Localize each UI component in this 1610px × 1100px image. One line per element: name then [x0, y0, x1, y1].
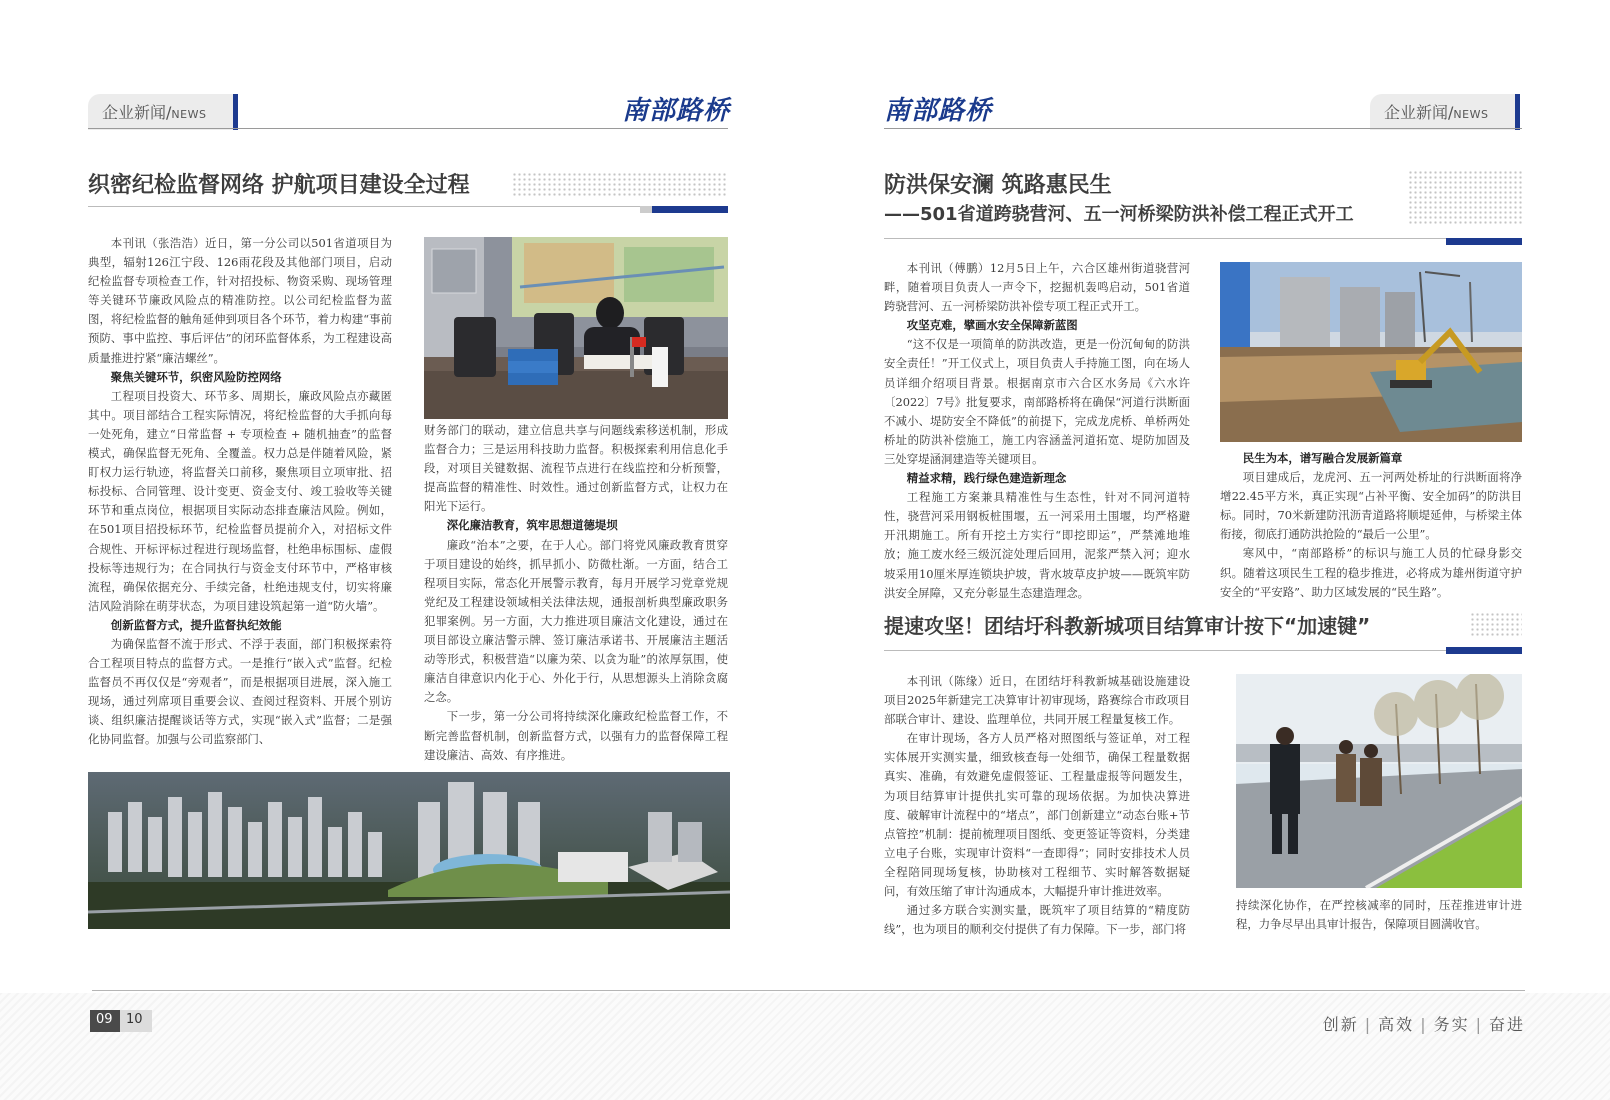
title-dot-pattern-left — [512, 172, 728, 196]
slogan-word: 务实 — [1433, 1015, 1470, 1034]
title-accent-bar-right — [1446, 238, 1522, 245]
right-article1-col2 — [1220, 449, 1522, 602]
section-tab-right — [1370, 94, 1520, 130]
section-label-cn: 企业新闻 — [1384, 103, 1449, 122]
header-rule-left — [88, 128, 728, 129]
right-article1-title: 防洪保安澜 筑路惠民生 — [884, 173, 1112, 198]
paragraph: 本刊讯（张浩浩）近日，第一分公司以501省道项目为典型，辐射126江宁段、126雨花段及其他部门项目，启动纪检监督专项检查工作，针对招投标、物资采购、现场管理等关键环节廉政风险点的精准防控。以公司纪检监督为蓝图，将纪检监督的触角延伸到项目各个环节，着力构建“事前预防、事中监控、事后评估”的闭环监督体系，为工程建设高质量推进拧紧“廉洁螺丝”。 — [88, 236, 392, 365]
paragraph: 本刊讯（陈缘）近日，在团结圩科教新城基础设施建设项目2025年新建完工决算审计初审现场，路赛综合市政项目部联合审计、建设、监理单位，共同开展工程量复核工作。 — [884, 674, 1190, 727]
right-article2-col2 — [1236, 896, 1522, 934]
office-photo-drawing — [424, 237, 728, 419]
paragraph: 通过多方联合实测实量，既筑牢了项目结算的“精度防线”，也为项目的顺利交付提供了有力保障。下一步，部门将 — [884, 903, 1190, 937]
excavator-construction-photo — [1220, 262, 1522, 442]
title-accent-bar-left — [652, 206, 728, 213]
title-rule-left — [88, 206, 728, 207]
paragraph: 本刊讯（傅鹏）12月5日上午，六合区雄州街道骁营河畔，随着项目负责人一声令下，挖掘机轰鸣启动，501省道跨骁营河、五一河桥梁防洪补偿专项工程正式开工。 — [884, 261, 1190, 314]
subheading: 创新监督方式，提升监督执纪效能 — [110, 617, 282, 632]
brand-logo-right: 南部路桥 — [884, 96, 993, 126]
slogan-word: 奋进 — [1488, 1015, 1525, 1034]
paragraph: 下一步，第一分公司将持续深化廉政纪检监督工作，不断完善监督机制，创新监督方式，以强有力的监督保障工程建设廉洁、高效、有序推进。 — [424, 709, 728, 762]
page-number-right: 10 — [120, 1010, 152, 1032]
paragraph: 工程项目投资大、环节多、周期长，廉政风险点亦藏匿其中。项目部结合工程实际情况，将纪检监督的大手抓向每一处死角，建立“日常监督 + 专项检查 + 随机抽查”的监督模式，确保监督无死角、全覆盖。权力总是伴随着风险，紧盯权力运行轨迹，将监督关口前移，聚焦项目立项审批、招标投标、合同管理、设计变更、资金支付、竣工验收等关键环节和重点岗位，根据项目实际动态排查廉洁风险。例如，在501项目招投标环节，纪检监督员提前介入，对招标文件合规性、开标评标过程进行现场监督，杜绝串标围标、虚假投标等违规行为；在合同执行与资金支付环节中，严格审核流程，确保依据充分、手续完备，杜绝违规支付，切实将廉洁风险消除在萌芽状态，为项目建设筑起第一道“防火墙”。 — [88, 388, 392, 613]
title-accent-bar-right2 — [1446, 647, 1522, 654]
subheading: 深化廉洁教育，筑牢思想道德堤坝 — [446, 518, 618, 533]
slogan-word: 创新 — [1322, 1015, 1359, 1034]
right-article2-col1 — [884, 672, 1190, 939]
audit-site-photo — [1236, 674, 1522, 888]
title-rule-right2 — [884, 650, 1522, 651]
title-dot-pattern-right — [1408, 170, 1522, 226]
subheading: 聚焦关键环节，织密风险防控网络 — [110, 369, 282, 384]
header-rule-right — [884, 128, 1522, 129]
title-rule-right — [884, 238, 1522, 239]
city-rendering-drawing — [88, 772, 730, 929]
slogan-separator: | — [1364, 1015, 1373, 1034]
subheading: 民生为本，谱写融合发展新篇章 — [1242, 451, 1403, 465]
brand-logo-left: 南部路桥 — [622, 96, 731, 126]
slogan-separator: | — [1475, 1015, 1483, 1034]
right-article2-title: 提速攻坚！团结圩科教新城项目结算审计按下“加速键” — [884, 614, 1371, 638]
footer-band — [0, 993, 1610, 1100]
footer-rule — [92, 990, 1525, 991]
paragraph: 持续深化协作，在严控核减率的同时，压茬推进审计进程，力争尽早出具审计报告，保障项目圆满收官。 — [1236, 898, 1522, 932]
excavator-photo-drawing — [1220, 262, 1522, 442]
slogan-word: 高效 — [1378, 1015, 1415, 1034]
slogan-separator: | — [1420, 1015, 1428, 1034]
paragraph: 在审计现场，各方人员严格对照图纸与签证单，对工程实体展开实测实量，细致核查每一处细节，确保工程量数据真实、准确，有效避免虚假签证、工程量虚报等问题发生，为项目结算审计提供扎实可靠的现场依据。为加快决算进度、破解审计流程中的“堵点”，部门创新建立“动态台账+节点管控”机制：提前梳理项目图纸、变更签证等资料，分类建立电子台账，实现审计资料“一查即得”；同时安排技术人员全程陪同现场复核，协助核对工程细节、实时解答数据疑问，有效压缩了审计沟通成本，大幅提升审计推进效率。 — [884, 731, 1190, 899]
subheading: 攻坚克难，擘画水安全保障新蓝图 — [906, 318, 1078, 333]
section-label-cn: 企业新闻 — [102, 103, 167, 122]
city-aerial-rendering — [88, 772, 730, 929]
left-article-col2 — [424, 421, 728, 765]
paragraph: 廉政“治本”之要，在于人心。部门将党风廉政教育贯穿于项目建设的始终，抓早抓小、防微杜渐。一方面，结合工程项目实际，常态化开展警示教育，每月开展学习党章党规党纪及工程建设领域相关法律法规，通报剖析典型廉政职务犯罪案例。另一方面，大力推进项目廉洁文化建设，通过在项目部设立廉洁警示牌、签订廉洁承诺书、开展廉洁主题活动等形式，积极营造“以廉为荣、以贪为耻”的浓厚氛围，使廉洁自律意识内化于心、外化于行，从思想源头上消除贪腐之念。 — [424, 537, 728, 705]
section-slash: / — [166, 103, 172, 122]
paragraph: 财务部门的联动，建立信息共享与问题线索移送机制，形成监督合力；三是运用科技助力监督。积极探索利用信息化手段，对项目关键数据、流程节点进行在线监控和分析预警，提高监督的精准性、时效性。通过创新监督方式，让权力在阳光下运行。 — [424, 423, 728, 514]
section-tab-left — [88, 94, 238, 130]
section-label-en: NEWS — [171, 108, 207, 121]
title-dot-pattern-right2 — [1470, 612, 1522, 636]
subheading: 精益求精，践行绿色建造新理念 — [906, 471, 1067, 486]
section-label-en: NEWS — [1453, 108, 1489, 121]
paragraph: 项目建成后，龙虎河、五一河两处桥址的行洪断面将净增22.45平方米，真正实现“占补平衡、安全加码”的防洪目标。同时，70米新建防汛沥青道路将顺堤延伸，与桥梁主体衔接，彻底打通防洪抢险的“最后一公里”。 — [1220, 470, 1522, 542]
paragraph: 为确保监督不流于形式、不浮于表面，部门积极探索符合工程项目特点的监督方式。一是推行“嵌入式”监督。纪检监督员不再仅仅是“旁观者”，而是根据项目进展，深入施工现场，通过列席项目重要会议、查阅过程资料、开展个别访谈、组织廉洁提醒谈话等方式，实现“嵌入式”监督；二是强化协同监督。加强与公司监察部门、 — [88, 636, 392, 747]
paragraph: 寒风中，“南部路桥”的标识与施工人员的忙碌身影交织。随着这项民生工程的稳步推进，必将成为雄州街道守护安全的“平安路”、助力区域发展的“民生路”。 — [1220, 546, 1522, 599]
section-slash: / — [1448, 103, 1454, 122]
left-article-col1 — [88, 234, 392, 750]
right-article1-subtitle: ——501省道跨骁营河、五一河桥梁防洪补偿工程正式开工 — [884, 204, 1354, 225]
office-photo — [424, 237, 728, 419]
audit-photo-drawing — [1236, 674, 1522, 888]
page-number-left: 09 — [90, 1010, 120, 1032]
paragraph: 工程施工方案兼具精准性与生态性，针对不同河道特性，骁营河采用钢板桩围堰，五一河采用土围堰，均严格避开汛期施工。所有开挖土方实行“即挖即运”，严禁滩地堆放；施工废水经三级沉淀处理后回用，泥浆严禁入河；迎水坡采用10厘米厚连锁块护坡，背水坡草皮护坡——既筑牢防洪安全屏障，又充分彰显生态建造理念。 — [884, 490, 1190, 600]
left-article-title: 织密纪检监督网络 护航项目建设全过程 — [88, 173, 470, 198]
footer-slogan — [1323, 1012, 1525, 1035]
right-article1-col1 — [884, 259, 1190, 603]
title-accent-grey-left — [640, 206, 652, 213]
paragraph: “这不仅是一项简单的防洪改造，更是一份沉甸甸的防洪安全责任！”开工仪式上，项目负责人手持施工图，向在场人员详细介绍项目背景。根据南京市六合区水务局《六水许〔2022〕7号》批复要求，南部路桥将在确保“河道行洪断面不减小、堤防安全不降低”的前提下，完成龙虎桥、单桥两处桥址的防洪补偿施工，施工内容涵盖河道拓宽、堤防加固及三处穿堤涵洞建造等关键项目。 — [884, 337, 1190, 466]
